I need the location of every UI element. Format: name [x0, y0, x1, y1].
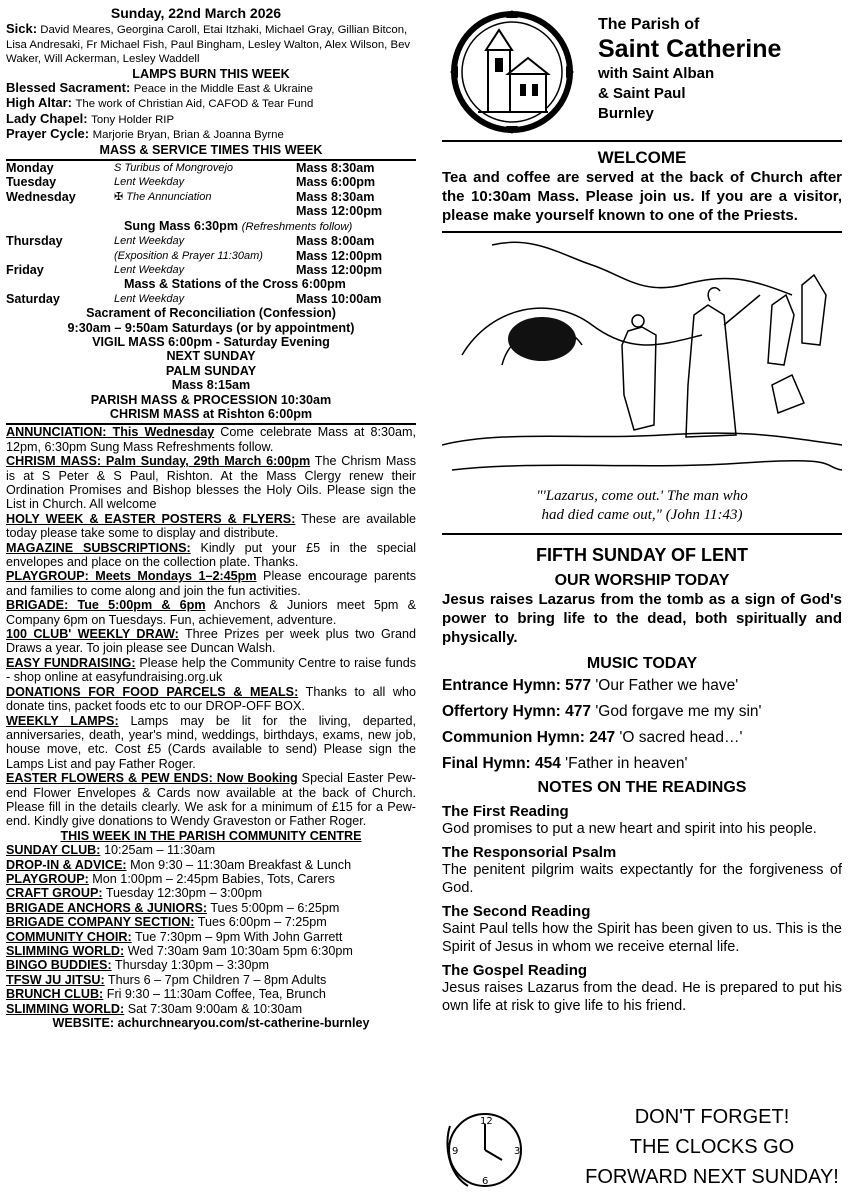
notice-text: Thanks to all who donate tins, packet foods etc to our DROP-OFF BOX. — [6, 684, 416, 714]
lamp-text: Tony Holder RIP — [91, 113, 175, 126]
left-column — [6, 6, 416, 1030]
community-centre-row — [6, 858, 416, 872]
parish-title — [598, 16, 781, 124]
reconciliation-line: PARISH MASS & PROCESSION 10:30am — [90, 392, 332, 407]
parish-header — [442, 8, 842, 140]
mass-schedule-3 — [6, 292, 416, 306]
schedule-time: Mass 8:00am — [296, 234, 375, 249]
schedule-day — [6, 204, 114, 218]
clocks-line2: THE CLOCKS GO — [629, 1136, 795, 1158]
schedule-time: Mass 8:30am — [296, 161, 375, 176]
community-centre-row — [6, 872, 416, 886]
reconciliation-line: CHRISM MASS at Rishton 6:00pm — [109, 406, 313, 421]
community-centre-row — [6, 901, 416, 915]
schedule-note: (Exposition & Prayer 11:30am) — [114, 249, 263, 262]
schedule-note: Lent Weekday — [114, 235, 185, 248]
parish-line1: The Parish of — [598, 16, 700, 33]
notice-heading: DONATIONS FOR FOOD PARCELS & MEALS: — [6, 684, 299, 699]
notice-item — [6, 598, 416, 627]
notice-item — [6, 714, 416, 772]
svg-text:3: 3 — [514, 1146, 521, 1157]
schedule-note: Lent Weekday — [114, 263, 185, 276]
schedule-day: Saturday — [6, 291, 60, 306]
hymn-title: 'Our Father we have' — [591, 677, 739, 694]
clocks-reminder — [442, 1100, 842, 1195]
schedule-time: Mass 8:30am — [296, 189, 375, 204]
community-centre-row — [6, 915, 416, 929]
divider — [442, 140, 842, 142]
lamp-label: High Altar: — [6, 95, 72, 111]
clocks-text — [582, 1102, 842, 1192]
sung-mass — [6, 219, 416, 234]
reconciliation-line: Mass 8:15am — [171, 378, 251, 393]
community-centre-row — [6, 1002, 416, 1016]
community-centre-row — [6, 987, 416, 1001]
notice-text: Please help the Community Centre to raise funds - shop online at easyfundraising.org.uk — [6, 655, 417, 685]
notice-heading: ANNUNCIATION: This Wednesday — [6, 425, 215, 440]
notices — [6, 425, 416, 828]
notice-text: The Chrism Mass is at S Peter & S Paul, Rishton. At the Mass Clergy renew their Ordination Promises and Bishop blesses the Holy Oils. Please sign the List in Church. All welcome — [6, 454, 416, 512]
hymn-label: Final Hymn: 454 — [442, 755, 561, 772]
svg-text:6: 6 — [482, 1176, 489, 1187]
svg-text:9: 9 — [452, 1146, 459, 1157]
mass-schedule-2 — [6, 234, 416, 277]
clock-icon — [442, 1104, 528, 1192]
hymn-list — [442, 673, 842, 777]
caption-line1: "'Lazarus, come out.' The man who — [536, 488, 748, 504]
community-centre-row — [6, 843, 416, 857]
community-centre-row — [6, 886, 416, 900]
lamp-row — [6, 96, 416, 111]
notice-heading: BRIGADE: Tue 5:00pm & 6pm — [6, 598, 206, 613]
community-centre-row — [6, 930, 416, 944]
cc-heading: COMMUNITY CHOIR: — [6, 929, 132, 944]
reading-heading: The Gospel Reading — [442, 962, 588, 979]
reconciliation-line: PALM SUNDAY — [165, 363, 257, 378]
reconciliation-line: Sacrament of Reconciliation (Confession) — [86, 306, 336, 321]
notice-item — [6, 454, 416, 512]
schedule-time: Mass 6:00pm — [296, 175, 376, 190]
cc-heading: BINGO BUDDIES: — [6, 958, 112, 973]
worship-text: Jesus raises Lazarus from the tomb as a sign of God's power to bring life to the dead, both spiritually and physically. — [442, 591, 842, 646]
cc-heading: TFSW JU JITSU: — [6, 972, 105, 987]
lamp-row — [6, 81, 416, 96]
illustration-caption — [442, 487, 842, 525]
notice-item — [6, 771, 416, 829]
cc-text: Thursday 1:30pm – 3:30pm — [111, 958, 269, 973]
community-centre-row — [6, 944, 416, 958]
right-column — [442, 8, 842, 1015]
lamps-heading: LAMPS BURN THIS WEEK — [132, 66, 290, 81]
mass-heading: MASS & SERVICE TIMES THIS WEEK — [99, 142, 323, 157]
hymn-label: Offertory Hymn: 477 — [442, 703, 592, 720]
cc-heading: SLIMMING WORLD: — [6, 944, 125, 958]
schedule-day: Friday — [6, 262, 44, 277]
sung-mass-note: (Refreshments follow) — [241, 220, 353, 233]
cc-text: Wed 7:30am 9am 10:30am 5pm 6:30pm — [124, 944, 353, 958]
schedule-time: Mass 12:00pm — [296, 248, 383, 263]
cc-heading: PLAYGROUP: — [6, 871, 89, 886]
notice-heading: CHRISM MASS: Palm Sunday, 29th March 6:00pm — [6, 454, 311, 469]
notice-text: Please encourage parents and families to come along and join the fun activities. — [6, 569, 416, 598]
welcome-title: WELCOME — [597, 148, 687, 167]
notice-item — [6, 685, 416, 714]
cc-heading: SUNDAY CLUB: — [6, 843, 101, 858]
reading-text: God promises to put a new heart and spirit into his people. — [442, 821, 817, 837]
lazarus-illustration — [442, 235, 842, 487]
caption-line2: had died came out," (John 11:43) — [541, 507, 743, 523]
notice-item — [6, 627, 416, 656]
hymn-row — [442, 725, 842, 751]
community-centre-row — [6, 973, 416, 987]
notice-text: Three Prizes per week plus two Grand Draws a year. To join please see Duncan Walsh. — [6, 627, 416, 656]
lent-title: FIFTH SUNDAY OF LENT — [535, 545, 748, 565]
reconciliation-line: NEXT SUNDAY — [166, 349, 256, 364]
cc-text: Tues 6:00pm – 7:25pm — [194, 915, 327, 930]
cc-text: Sat 7:30am 9:00am & 10:30am — [124, 1001, 303, 1016]
schedule-time: Mass 12:00pm — [296, 204, 383, 219]
cc-text: Tue 7:30pm – 9pm With John Garrett — [131, 929, 343, 944]
lamp-label: Lady Chapel: — [6, 110, 88, 126]
notice-heading: MAGAZINE SUBSCRIPTIONS: — [6, 540, 191, 555]
notice-text: Lamps may be lit for the living, departed, anniversaries, death, year's mind, weddings, birthdays, exams, new job, house move, etc. Cost £5 (Cards available to send) Please sign the Lamps List and pay Father Roger. — [6, 713, 417, 771]
clocks-line3: FORWARD NEXT SUNDAY! — [585, 1166, 839, 1188]
schedule-time: Mass 12:00pm — [296, 262, 383, 277]
reading-text: Saint Paul tells how the Spirit has been given to us. This is the Spirit of Jesus in whom we receive eternal life. — [442, 921, 842, 955]
notice-heading: EASY FUNDRAISING: — [6, 655, 136, 670]
schedule-day — [6, 249, 114, 263]
notice-text: These are available today please take some to display and distribute. — [6, 511, 416, 541]
parish-line5: Burnley — [598, 105, 654, 122]
reading-heading: The Second Reading — [442, 903, 591, 920]
cc-heading: THIS WEEK IN THE PARISH COMMUNITY CENTRE — [60, 828, 362, 843]
reconciliation-line: VIGIL MASS 6:00pm - Saturday Evening — [92, 334, 330, 349]
cc-heading: SLIMMING WORLD: — [6, 1001, 125, 1016]
hymn-row — [442, 699, 842, 725]
lamps-list — [6, 81, 416, 143]
sung-mass-text: Sung Mass 6:30pm — [124, 218, 239, 233]
notice-item — [6, 425, 416, 454]
cc-heading: BRIGADE COMPANY SECTION: — [6, 915, 195, 930]
clocks-line1: DON'T FORGET! — [634, 1106, 790, 1128]
notice-heading: WEEKLY LAMPS: — [6, 713, 119, 728]
hymn-label: Entrance Hymn: 577 — [442, 677, 592, 694]
notice-text: Kindly put your £5 in the special envelopes and place on the collection plate. Thanks. — [6, 540, 416, 570]
lamp-text: The work of Christian Aid, CAFOD & Tear Fund — [75, 98, 314, 111]
reading-text: Jesus raises Lazarus from the dead. He is prepared to put his own life at risk to give life to his friend. — [442, 980, 842, 1014]
hymn-title: 'O sacred head…' — [615, 729, 743, 746]
parish-line4: & Saint Paul — [598, 85, 686, 102]
notice-text: Come celebrate Mass at 8:30am, 12pm, 6:30pm Sung Mass Refreshments follow. — [6, 425, 416, 454]
divider — [442, 231, 842, 233]
cc-heading: BRUNCH CLUB: — [6, 987, 104, 1002]
hymn-row — [442, 751, 842, 777]
cc-text: Tues 5:00pm – 6:25pm — [207, 900, 340, 915]
lamp-label: Prayer Cycle: — [6, 126, 90, 142]
lamp-row — [6, 112, 416, 127]
schedule-day: Thursday — [6, 234, 63, 249]
notice-item — [6, 569, 416, 598]
cc-heading: CRAFT GROUP: — [6, 886, 103, 901]
reading-heading: The Responsorial Psalm — [442, 844, 617, 861]
hymn-label: Communion Hymn: 247 — [442, 729, 616, 746]
parish-line3: with Saint Alban — [598, 65, 715, 82]
reconciliation-block — [6, 306, 416, 421]
notice-item — [6, 512, 416, 541]
music-title: MUSIC TODAY — [586, 655, 698, 672]
cc-heading: BRIGADE ANCHORS & JUNIORS: — [6, 900, 208, 915]
reading-text: The penitent pilgrim waits expectantly for the forgiveness of God. — [442, 862, 842, 896]
reconciliation-line: 9:30am – 9:50am Saturdays (or by appointment) — [67, 320, 355, 335]
sick-list — [6, 22, 416, 66]
schedule-note: ✠ The Annunciation — [114, 190, 212, 203]
cc-text: 10:25am – 11:30am — [100, 843, 216, 858]
notes-title: NOTES ON THE READINGS — [537, 779, 747, 796]
notice-heading: EASTER FLOWERS & PEW ENDS: Now Booking — [6, 771, 298, 786]
cc-text: Mon 9:30 – 11:30am Breakfast & Lunch — [126, 857, 352, 872]
sick-names: David Meares, Georgina Caroll, Etai Itzhaki, Michael Gray, Gillian Bitcon, Lisa Andresaki, Fr Michael Fish, Paul Bingham, Lesley Walton, Alex Wilson, Bev Waker, Will Ackerman, Lesley Waddell — [6, 24, 411, 66]
notice-heading: PLAYGROUP: Meets Mondays 1–2:45pm — [6, 569, 257, 584]
cc-text: Fri 9:30 – 11:30am Coffee, Tea, Brunch — [103, 987, 326, 1002]
schedule-note: Lent Weekday — [114, 176, 185, 189]
cc-text: Thurs 6 – 7pm Children 7 – 8pm Adults — [104, 972, 327, 987]
notice-text: Special Easter Pew-end Flower Envelopes & Cards now available at the back of Church. Please fill in the details clearly. We ask for a minimum of £15 for a Pew-end. Kindly give donations to Wendy Graveston or Father Roger. — [6, 771, 416, 829]
hymn-title: 'Father in heaven' — [560, 755, 688, 772]
website: WEBSITE: achurchnearyou.com/st-catherine-burnley — [52, 1016, 370, 1031]
community-centre-list — [6, 843, 416, 1016]
schedule-day: Monday — [6, 161, 54, 176]
cc-heading: DROP-IN & ADVICE: — [6, 857, 127, 872]
schedule-note: S Turibus of Mongrovejo — [114, 162, 234, 175]
svg-text:12: 12 — [480, 1116, 493, 1127]
cc-text: Tuesday 12:30pm – 3:00pm — [102, 886, 263, 901]
church-crest-icon — [448, 8, 576, 136]
notice-heading: HOLY WEEK & EASTER POSTERS & FLYERS: — [6, 511, 296, 526]
mass-schedule — [6, 161, 416, 219]
hymn-title: 'God forgave me my sin' — [591, 703, 762, 720]
date-line: Sunday, 22nd March 2026 — [110, 5, 282, 21]
stations: Mass & Stations of the Cross 6:00pm — [124, 277, 346, 292]
notice-heading: 100 CLUB' WEEKLY DRAW: — [6, 627, 179, 642]
lamp-label: Blessed Sacrament: — [6, 80, 131, 96]
worship-title: OUR WORSHIP TODAY — [554, 572, 730, 589]
community-centre-row — [6, 958, 416, 972]
schedule-day: Tuesday — [6, 175, 57, 190]
schedule-note — [114, 204, 296, 218]
notice-text: Anchors & Juniors meet 5pm & Company 6pm on Tuesdays. Fun, achievement, adventure. — [6, 598, 416, 627]
notice-item — [6, 656, 416, 685]
cc-text: Mon 1:00pm – 2:45pm Babies, Tots, Carers — [88, 871, 335, 886]
sick-label: Sick: — [6, 21, 38, 37]
readings-list — [442, 803, 842, 1015]
welcome-text: Tea and coffee are served at the back of Church after the 10:30am Mass. Please join us. If you are a visitor, please make yourself known to one of the Priests. — [442, 169, 842, 224]
schedule-note: Lent Weekday — [114, 292, 185, 305]
lamp-text: Peace in the Middle East & Ukraine — [133, 83, 313, 96]
schedule-day: Wednesday — [6, 189, 76, 204]
lamp-text: Marjorie Bryan, Brian & Joanna Byrne — [92, 129, 284, 142]
schedule-time: Mass 10:00am — [296, 291, 382, 306]
lamp-row — [6, 127, 416, 142]
hymn-row — [442, 673, 842, 699]
reading-heading: The First Reading — [442, 803, 569, 820]
divider — [442, 533, 842, 535]
notice-item — [6, 541, 416, 570]
parish-line2: Saint Catherine — [598, 35, 782, 63]
